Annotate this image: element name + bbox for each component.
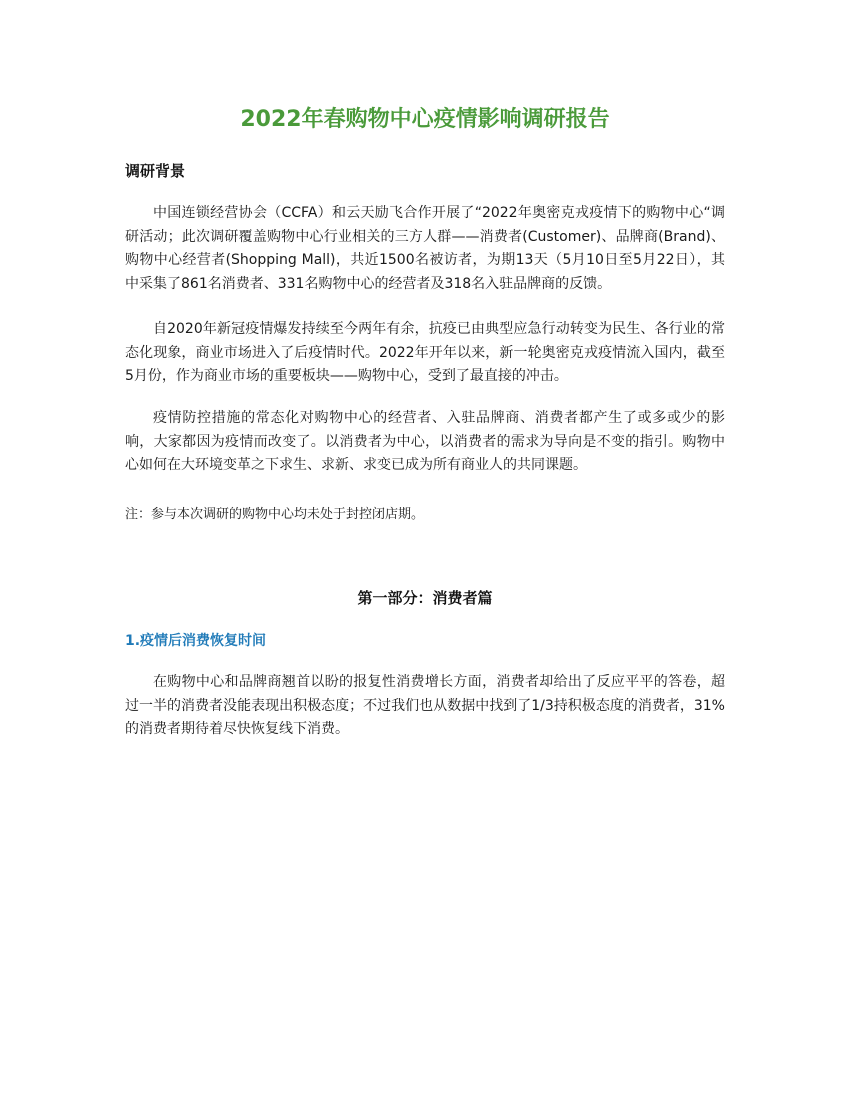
background-paragraph-1: 中国连锁经营协会（CCFA）和云天励飞合作开展了“2022年奥密克戎疫情下的购物中心“调研活动；此次调研覆盖购物中心行业相关的三方人群——消费者(Customer)、品牌商(Brand)、购物中心经营者(Shopping Mall)，共近1500名被访者，为期13天（5月10日至5月22日），其中采集了861名消费者、331名购物中心的经营者及318名入驻品牌商的反馈。 [125, 205, 725, 292]
document-title: 2022年春购物中心疫情影响调研报告 [240, 107, 610, 132]
survey-note: 注：参与本次调研的购物中心均未处于封控闭店期。 [125, 507, 425, 522]
subsection-paragraph: 在购物中心和品牌商翘首以盼的报复性消费增长方面，消费者却给出了反应平平的答卷，超过一半的消费者没能表现出积极态度；不过我们也从数据中找到了1/3持积极态度的消费者，31%的消费者期待着尽快恢复线下消费。 [125, 674, 725, 737]
background-heading: 调研背景 [125, 162, 186, 180]
subsection-heading: 1.疫情后消费恢复时间 [125, 633, 267, 649]
background-paragraph-2: 自2020年新冠疫情爆发持续至今两年有余，抗疫已由典型应急行动转变为民生、各行业的常态化现象，商业市场进入了后疫情时代。2022年开年以来，新一轮奥密克戎疫情流入国内，截至5月份，作为商业市场的重要板块——购物中心，受到了最直接的冲击。 [125, 321, 725, 384]
part-one-heading: 第一部分：消费者篇 [357, 589, 493, 607]
background-paragraph-3: 疫情防控措施的常态化对购物中心的经营者、入驻品牌商、消费者都产生了或多或少的影响，大家都因为疫情而改变了。以消费者为中心，以消费者的需求为导向是不变的指引。购物中心如何在大环境变革之下求生、求新、求变已成为所有商业人的共同课题。 [125, 410, 725, 473]
